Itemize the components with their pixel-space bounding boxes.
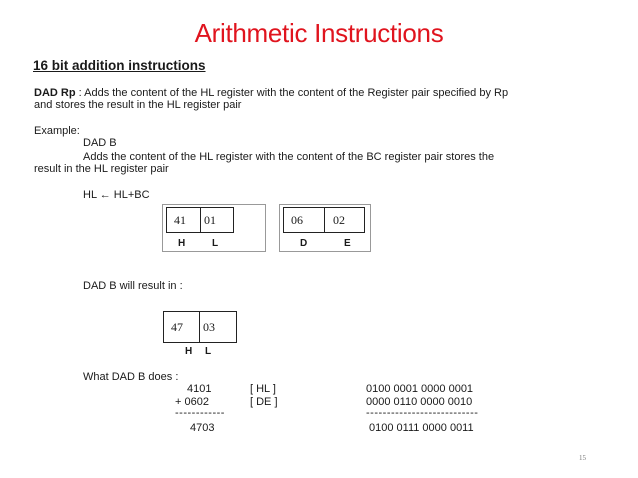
- operand1-binary: 0100 0001 0000 0001: [366, 383, 474, 395]
- e-register-value: 02: [324, 208, 364, 232]
- operand2-binary: 0000 0110 0000 0010: [366, 396, 473, 408]
- hl-result-pair: [163, 311, 237, 343]
- result-binary: 0100 0111 0000 0011: [369, 422, 474, 434]
- instruction-desc-text: : Adds the content of the HL register with the content of the Register pair specified by Rp: [75, 87, 509, 99]
- example-label: Example:: [34, 125, 80, 137]
- section-heading: 16 bit addition instructions: [33, 58, 206, 73]
- example-code: DAD B: [83, 137, 117, 149]
- l-register-value: 01: [200, 208, 233, 232]
- instruction-desc-line2: and stores the result in the HL register pair: [34, 99, 242, 111]
- what-label: What DAD B does :: [83, 371, 179, 383]
- h-register-value: 41: [174, 212, 186, 227]
- example-formula: HL ← HL+BC: [83, 189, 150, 201]
- hl-register-pair: [166, 207, 234, 233]
- operand1-hex: 4101: [187, 383, 212, 395]
- rule-hex: ------------: [175, 407, 225, 419]
- e-register-label: E: [344, 238, 351, 249]
- d-register-label: D: [300, 238, 308, 249]
- h-result-label: H: [185, 346, 193, 357]
- operand2-hex: + 0602: [175, 396, 209, 408]
- h-register-label: H: [178, 238, 186, 249]
- operand1-reg: [ HL ]: [250, 383, 276, 395]
- l-register-label: L: [212, 238, 219, 249]
- result-hex: 4703: [190, 422, 215, 434]
- d-register-value: 06: [291, 212, 303, 227]
- slide-title: Arithmetic Instructions: [194, 18, 444, 48]
- rule-binary: ---------------------------: [366, 407, 479, 419]
- l-result-value: 03: [199, 312, 236, 342]
- l-result-label: L: [205, 346, 212, 357]
- instruction-mnemonic: DAD Rp: [34, 87, 76, 99]
- example-desc-line1: Adds the content of the HL register with the content of the BC register pair stores the: [83, 151, 495, 163]
- instruction-desc-line1: [34, 87, 508, 99]
- operand2-reg: [ DE ]: [250, 396, 278, 408]
- example-desc-line2: result in the HL register pair: [34, 163, 169, 175]
- h-result-value: 47: [171, 319, 183, 334]
- de-register-pair: [283, 207, 365, 233]
- result-label: DAD B will result in :: [83, 280, 183, 292]
- page-number: 15: [579, 454, 586, 462]
